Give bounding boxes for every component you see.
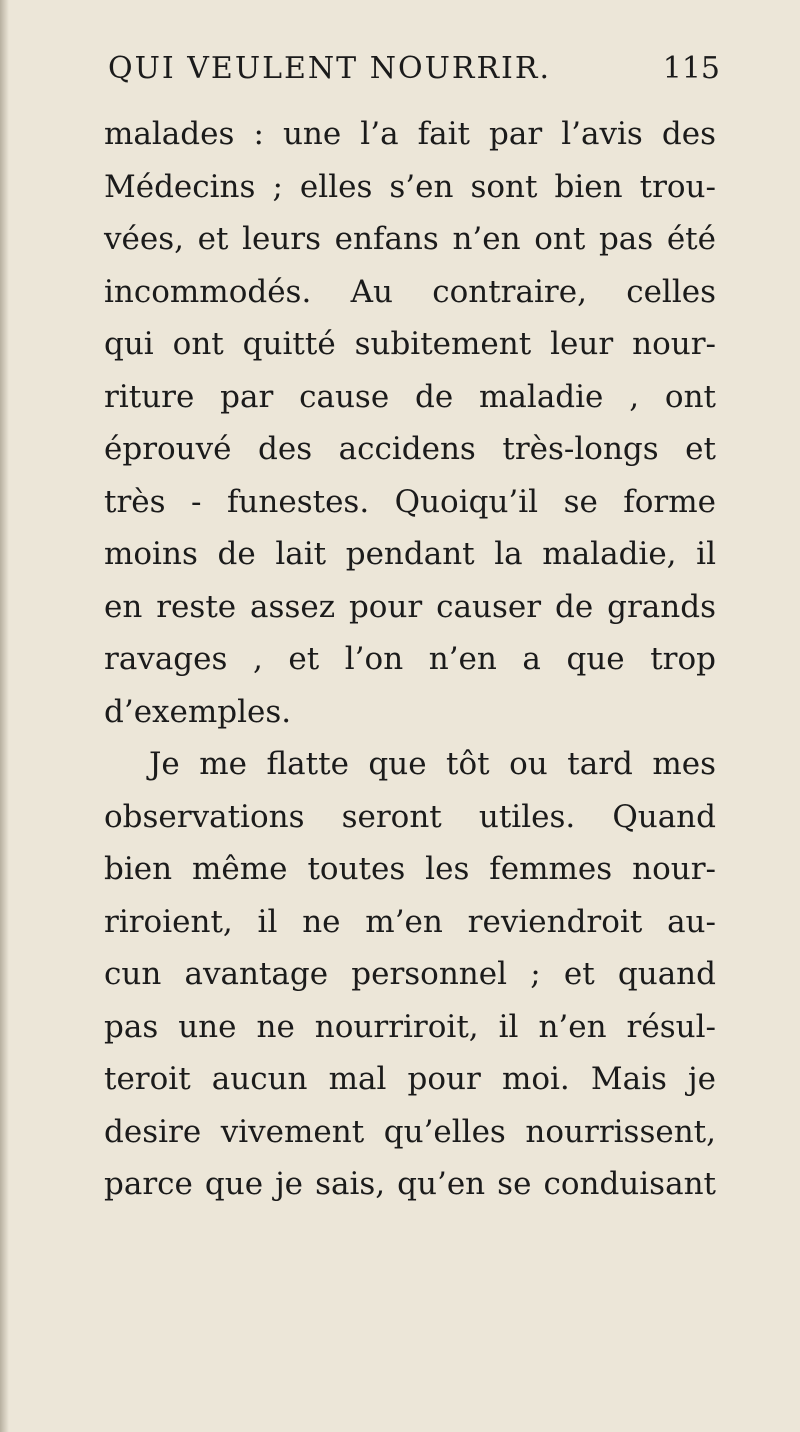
binding-shadow — [0, 0, 9, 1432]
text-line: riroient, il ne m’en reviendroit au- — [104, 903, 716, 940]
page-number: 115 — [662, 51, 720, 86]
text-line: riture par cause de maladie , ont — [104, 378, 716, 415]
text-line: bien même toutes les femmes nour- — [104, 851, 716, 887]
text-line: ravages , et l’on n’en a que trop — [104, 641, 716, 677]
text-line: en reste assez pour causer de grands — [104, 588, 716, 625]
running-title: QUI VEULENT NOURRIR. — [108, 51, 552, 86]
text-line: desire vivement qu’elles nourrissent, — [104, 1113, 716, 1150]
paragraph-start-line: Je me flatte que tôt ou tard mes — [149, 746, 716, 782]
text-line: incommodés. Au contraire, celles — [104, 273, 716, 310]
text-line: Médecins ; elles s’en sont bien trou- — [104, 168, 716, 205]
text-line: cun avantage personnel ; et quand — [104, 956, 716, 992]
text-line: moins de lait pendant la maladie, il — [104, 536, 716, 572]
text-line: observations seront utiles. Quand — [104, 798, 716, 835]
body-text — [104, 108, 716, 1211]
text-line: parce que je sais, qu’en se conduisant — [104, 1166, 716, 1202]
paragraph-end-line: d’exemples. — [104, 693, 292, 730]
text-line: éprouvé des accidens très-longs et — [104, 431, 716, 467]
text-line: qui ont quitté subitement leur nour- — [104, 326, 716, 362]
text-line: teroit aucun mal pour moi. Mais je — [104, 1061, 716, 1097]
running-header — [108, 44, 720, 94]
text-line: pas une ne nourriroit, il n’en résul- — [104, 1008, 716, 1045]
text-line: malades : une l’a fait par l’avis des — [104, 116, 716, 152]
text-line: vées, et leurs enfans n’en ont pas été — [104, 221, 716, 257]
text-line: très - funestes. Quoiqu’il se forme — [104, 483, 716, 520]
